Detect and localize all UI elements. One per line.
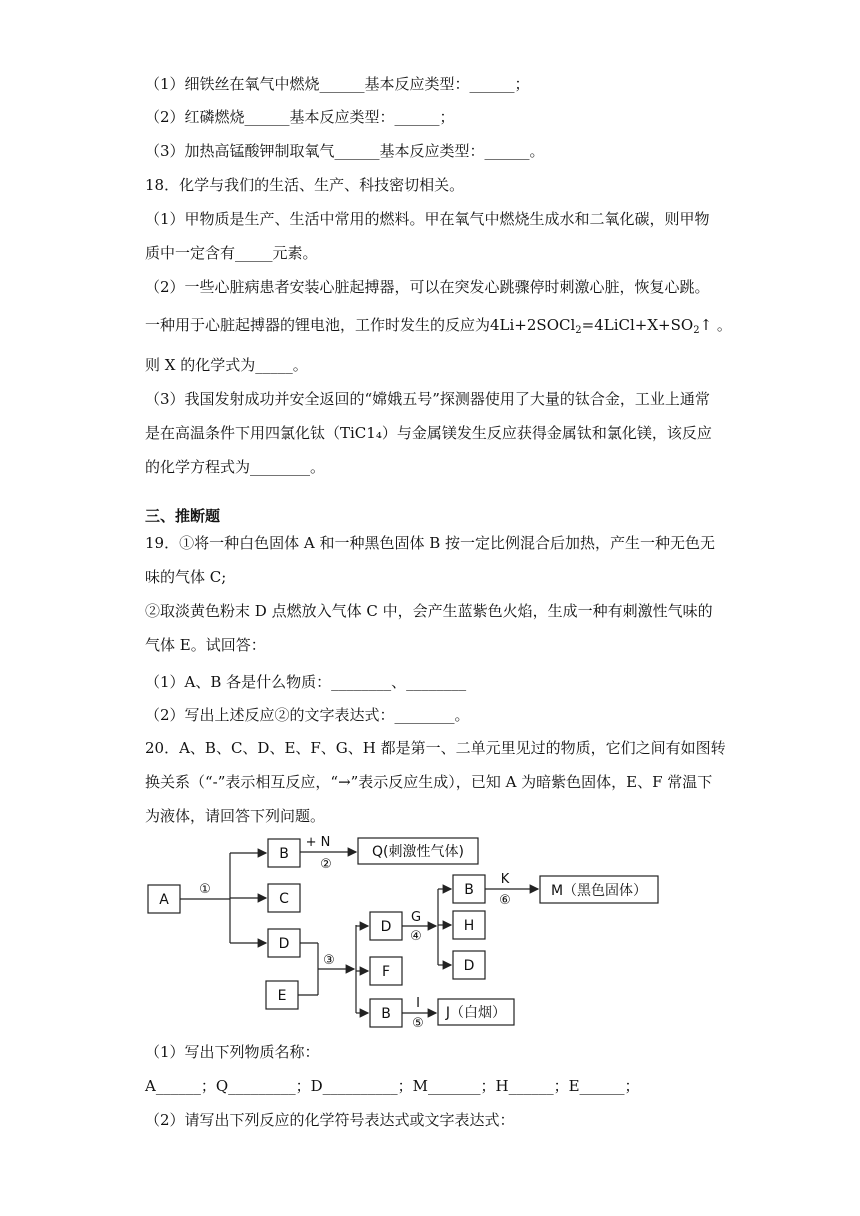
q18-part3-line2: 是在高温条件下用四氯化钛（TiC1₄）与金属镁发生反应获得金属钛和氯化镁，该反应 — [145, 424, 712, 442]
reagent-i-label: I — [416, 996, 420, 1011]
reaction-1-label: ① — [199, 882, 211, 897]
q18-equation-sub2: 2 — [693, 325, 700, 336]
q18-stem: 18．化学与我们的生活、生产、科技密切相关。 — [145, 176, 465, 194]
q18-part2-line3: 则 X 的化学式为_____。 — [145, 356, 308, 374]
label-m: M（黑色固体） — [550, 883, 648, 899]
label-j: J（白烟） — [445, 1005, 507, 1021]
reagent-k-label: K — [500, 872, 510, 887]
reaction-5-label: ⑤ — [412, 1016, 424, 1031]
q18-equation-post: ↑ 。 — [699, 316, 732, 334]
label-f: F — [381, 964, 391, 980]
q17-part1: （1）细铁丝在氧气中燃烧______基本反应类型：______； — [145, 75, 530, 93]
q19-part1: （1）A、B 各是什么物质：________、________ — [145, 673, 467, 691]
q19-line1: 19．①将一种白色固体 A 和一种黑色固体 B 按一定比例混合后加热，产生一种无色无 — [145, 534, 716, 552]
section-title: 三、推断题 — [145, 507, 221, 525]
label-q: Q(刺激性气体) — [372, 844, 464, 860]
q18-part1-line1: （1）甲物质是生产、生活中常用的燃料。甲在氧气中燃烧生成水和二氧化碳，则甲物 — [145, 210, 710, 228]
reagent-n-label: + N — [305, 835, 331, 850]
q17-part3: （3）加热高锰酸钾制取氧气______基本反应类型：______。 — [145, 142, 545, 160]
q20-line3: 为液体，请回答下列问题。 — [145, 807, 326, 825]
q18-part2-line1: （2）一些心脏病患者安装心脏起搏器，可以在突发心跳骤停时刺激心脏，恢复心跳。 — [145, 278, 710, 296]
label-c: C — [279, 891, 289, 907]
q19-line4: 气体 E。试回答： — [145, 636, 266, 654]
q20-line1: 20．A、B、C、D、E、F、G、H 都是第一、二单元里见过的物质，它们之间有如图转 — [145, 739, 726, 757]
label-b2: B — [464, 882, 474, 898]
reaction-2-label: ② — [320, 857, 332, 872]
label-d1: D — [278, 936, 290, 952]
q20-part1: （1）写出下列物质名称： — [145, 1043, 320, 1061]
q20-line2: 换关系（“-”表示相互反应，“→”表示反应生成），已知 A 为暗紫色固体，E、F 常温下 — [145, 773, 713, 791]
reagent-g-label: G — [410, 910, 422, 925]
q19-line3: ②取淡黄色粉末 D 点燃放入气体 C 中，会产生蓝紫色火焰，生成一种有刺激性气味的 — [145, 602, 713, 620]
q18-part3-line1: （3）我国发射成功并安全返回的“嫦娥五号”探测器使用了大量的钛合金，工业上通常 — [145, 390, 710, 408]
q20-answer-blanks: A______；Q_________；D__________；M_______；H______；E______； — [145, 1077, 640, 1095]
reaction-4-label: ④ — [410, 929, 422, 944]
q18-equation-pre: 一种用于心脏起搏器的锂电池，工作时发生的反应为4Li+2SOCl — [145, 316, 576, 334]
q19-line2: 味的气体 C; — [145, 568, 227, 586]
q19-part2: （2）写出上述反应②的文字表达式：________。 — [145, 706, 470, 724]
label-a: A — [159, 892, 169, 908]
q17-part2: （2）红磷燃烧______基本反应类型：______； — [145, 108, 455, 126]
label-b1: B — [279, 846, 289, 862]
q18-equation-mid: =4LiCl+X+SO — [581, 316, 694, 334]
q18-part1-line2: 质中一定含有_____元素。 — [145, 244, 318, 262]
reaction-3-label: ③ — [323, 953, 335, 968]
reaction-6-label: ⑥ — [499, 893, 511, 908]
label-d3: D — [463, 958, 475, 974]
label-d2: D — [380, 919, 392, 935]
q20-part2: （2）请写出下列反应的化学符号表达式或文字表达式： — [145, 1111, 515, 1129]
label-e: E — [277, 988, 287, 1004]
label-b3: B — [381, 1006, 391, 1022]
q18-part3-line3: 的化学方程式为________。 — [145, 458, 326, 476]
q18-equation-sub1: 2 — [575, 325, 582, 336]
label-h: H — [463, 918, 475, 934]
